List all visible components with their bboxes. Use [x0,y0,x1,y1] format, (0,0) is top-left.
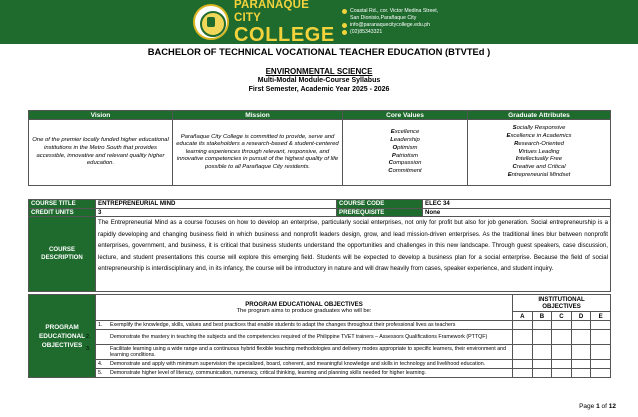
objective-text: 1. Exemplify the knowledge, skills, values and best practices that enable students to adapt the changes throughout their professional lives as teachers [96,321,513,330]
course-code-label: COURSE CODE [337,200,423,209]
core-value: Optimism [392,144,418,151]
credit-units-label: CREDIT UNITS [29,208,96,217]
college-name-bottom: COLLEGE [234,24,335,46]
contact-info [342,8,438,36]
credit-units-value: 3 [96,208,337,217]
objective-row [29,330,611,345]
phone-icon [342,30,347,35]
io-letter-d: D [571,312,591,321]
course-heading: ENVIRONMENTAL SCIENCE [265,67,373,76]
mission-header: Mission [173,111,343,120]
course-info-table [28,199,611,292]
phone-text: (02)85343321 [350,29,383,35]
vision-header: Vision [29,111,173,120]
core-value: Patriotism [391,152,419,159]
semester-line: First Semester, Academic Year 2025 - 2026 [248,86,390,93]
io-letter-a: A [513,312,533,321]
vision-mission-table [28,110,611,186]
address-line-2: San Dionisio,Parañaque City [350,15,417,21]
college-name-top: PARAÑAQUE CITY [234,0,310,24]
email-text: info@paranaquecitycollege.edu.ph [350,22,430,28]
vmv-header-row [29,111,611,120]
objectives-heading-cell [96,295,513,321]
graduate-attribute: Socially Responsive [512,124,566,131]
graduate-attribute: Research-Oriented [514,140,564,147]
core-value: Commitment [388,168,422,175]
location-icon [342,9,347,14]
prerequisite-value: None [423,208,611,217]
vision-text: One of the premier locally funded higher educational institutions in the Metro South that provides accessible, innovative and relevant quality higher education. [29,120,173,186]
objective-text: 4. Demonstrate and apply with minimum supervision the specialized, board, coherent, and meaningful knowledge and skills in technology and livelihood education. [96,360,513,369]
address-line-1: Coastal Rd., cor. Victor Medina Street, [350,8,439,14]
program-title: BACHELOR OF TECHNICAL VOCATIONAL TEACHER EDUCATION (BTVTEd ) [147,46,491,57]
header-banner [0,0,638,44]
email-icon [342,23,347,28]
io-letter-b: B [532,312,552,321]
core-value: Compassion [388,160,422,167]
vmv-content-row [29,120,611,186]
course-description-label: COURSE DESCRIPTION [29,217,96,292]
course-code-value: ELEC 34 [423,200,611,209]
objectives-subheading: The program aims to produce graduates who will be: [236,307,372,314]
core-value: Leadership [390,136,420,143]
objective-row [29,345,611,360]
graduate-attribute: Excellence in Academics [506,132,572,139]
graduate-attributes-list [468,120,611,186]
io-letter-e: E [591,312,611,321]
objective-row [29,369,611,378]
objectives-heading: PROGRAM EDUCATIONAL OBJECTIVES [245,300,363,308]
course-title-label: COURSE TITLE [29,200,96,209]
institutional-objectives-header: INSTITUTIONAL OBJECTIVES [513,295,611,312]
program-objectives-table [28,294,611,378]
mission-text: Parañaque City College is committed to provide, serve and educate its stakeholders a research-based & student-centered learning experiences through relevant, responsive, and innovative competencies in pursuit of the highest quality of life possible to all Parañaque City residents. [173,120,343,186]
course-title-value: ENTREPRENEURIAL MIND [96,200,337,209]
credit-units-row [29,208,611,217]
graduate-attribute: Intellectually Free [515,156,563,163]
page-number: Page 1 of 12 [579,403,616,410]
objective-text: 3. Facilitate learning using a wide range and a continuous hybrid flexible teaching methodologies and delivery modes appropriate to specific learners, their environment and learning conditions. [96,345,513,360]
course-title-row [29,200,611,209]
course-description-text: The Entrepreneurial Mind as a course focuses on how to develop an enterprise, particularly social enterprises, not only for profit but also for job generation. Social entrepreneurship is a rapidly developing and changing business field in which business and nonprofit leaders design, grow, and lead mission-driven enterprises. As the traditional lines blur between nonprofit enterprises, government, and business, it is critical that business students understand the opportunities and challenges in this new landscape. Through guest speakers, case discussion, lecture, and student presentations this course will explore this emerging field. Students will be expected to develop a business plan for a social enterprise. Because the field of social entrepreneurship is interdisciplinary and, in its infancy, the course will be introductory in nature and will draw heavily from cases, speaker experience, and student inquiry. [96,217,611,292]
graduate-attributes-header: Graduate Attributes [468,111,611,120]
core-values-header: Core Values [343,111,468,120]
course-description-row [29,217,611,292]
objectives-side-label: PROGRAM EDUCATIONAL OBJECTIVES [29,295,96,378]
objective-row [29,360,611,369]
io-letter-c: C [552,312,572,321]
core-values-list [343,120,468,186]
college-seal-icon [193,4,229,40]
graduate-attribute: Virtues Leading [518,148,560,155]
core-value: Excellence [390,128,420,135]
graduate-attribute: Creative and Critical [512,164,566,171]
prerequisite-label: PREREQUISITE [337,208,423,217]
college-logo-group [193,0,493,46]
syllabus-type: Multi-Modal Module-Course Syllabus [257,77,381,84]
college-name [234,0,334,45]
objective-text: 5. Demonstrate higher level of literacy, communication, numeracy, critical thinking, learning and planning skills needed for higher learning. [96,369,513,378]
objective-row [29,321,611,330]
graduate-attribute: Entrepreneurial Mindset [507,172,571,179]
objective-text: 2. Demonstrate the mastery in teaching the subjects and the competencies required of the Philippine TVET trainers – Assessors Qualifications Framework (PTTQF) [96,330,513,345]
